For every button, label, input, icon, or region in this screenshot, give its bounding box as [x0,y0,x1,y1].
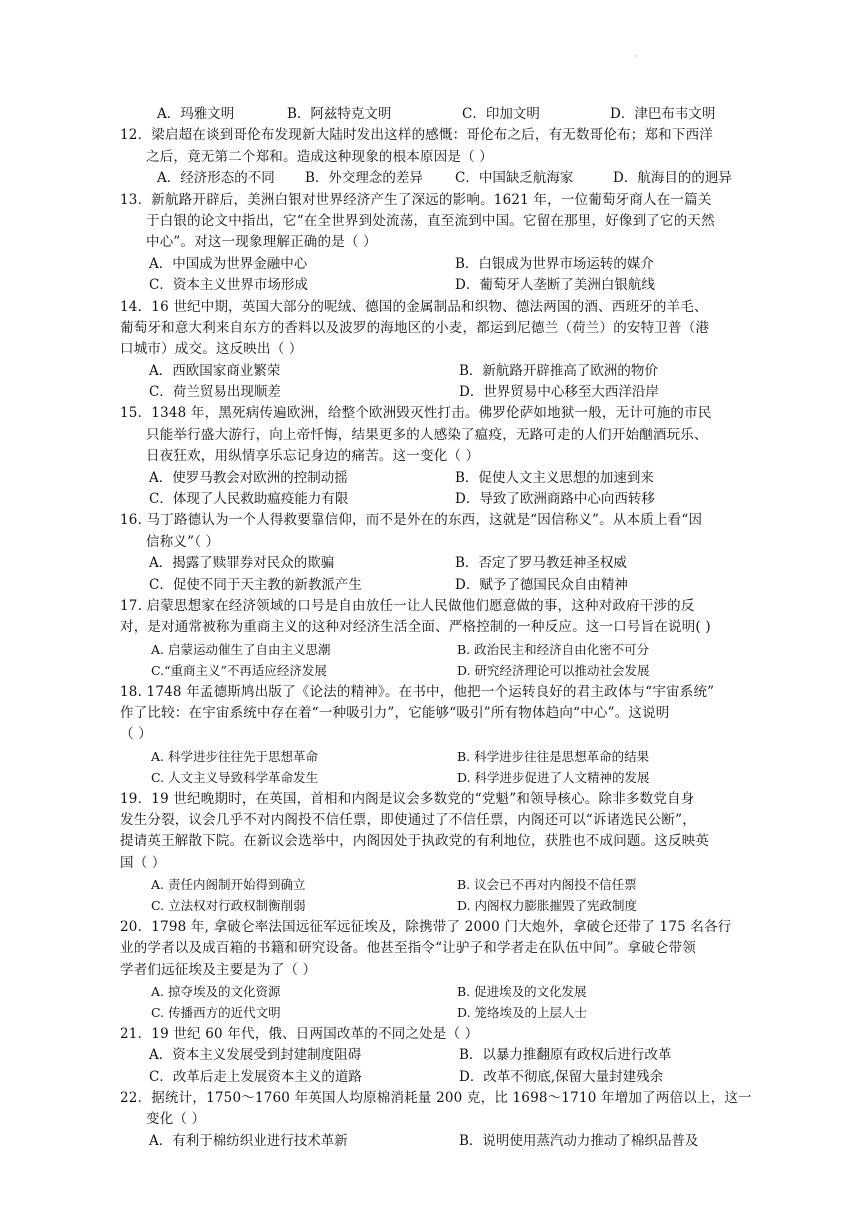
option-d[interactable]: D．航海目的的迥异 [613,170,732,187]
option-a[interactable]: A．玛雅文明 [157,106,235,122]
option-c[interactable]: C. 传播西方的近代文明 [151,1005,281,1021]
q19-stem-line-1: 19．19 世纪晚期时，在英国，首相和内阁是议会多数党的“党魁”和领导核心。除非多数党自身 [120,790,695,807]
q14-stem-line-3: 口城市）成交。这反映出（ ） [120,341,303,358]
option-d[interactable]: D．赋予了德国民众自由精神 [455,576,628,593]
q20-stem-line-3: 学者们远征埃及主要是为了（ ） [120,961,317,978]
q20-stem-line-1: 20．1798 年, 拿破仑率法国远征军远征埃及，除携带了 2000 门大炮外，拿破仑还带了 175 名各行 [120,918,732,935]
q16-options-row-1 [131,553,781,574]
q16-stem-line-2: 信称义”（ ） [146,533,220,550]
q13-stem-line-3: 中心”。对这一现象理解正确的是（ ） [146,234,377,251]
q19-stem-line-2: 发生分裂，议会几乎不对内阁投不信任票，即使通过了不信任票，内阁还可以“诉诸选民公断”， [120,811,696,828]
q21-options-row-2 [131,1067,781,1088]
option-c[interactable]: C．中国缺乏航海家 [455,170,574,187]
q17-stem-line-1: 17. 启蒙思想家在经济领域的口号是自由放任一让人民做他们愿意做的事，这种对政府干涉的反 [120,597,695,614]
q17-options-row-2 [131,660,781,681]
q21-stem-line-1: 21．19 世纪 60 年代，俄、日两国改革的不同之处是（ ） [120,1025,479,1042]
q19-options-row-1 [131,874,781,895]
option-a[interactable]: A．经济形态的不同 [157,170,275,187]
option-c[interactable]: C. 人文主义导致科学革命发生 [151,770,319,786]
option-b[interactable]: B．否定了罗马教廷神圣权威 [455,555,627,572]
q11-options [131,104,781,125]
q12-options [131,168,781,189]
q21-options-row-1 [131,1045,781,1066]
q13-stem-line-2: 于白银的论文中指出，它“在全世界到处流荡，直至流到中国。它留在那里，好像到了它的天然 [146,212,715,229]
option-b[interactable]: B. 议会已不再对内阁投不信任票 [457,877,637,893]
option-a[interactable]: A. 启蒙运动催生了自由主义思潮 [151,641,331,657]
q13-options-row-2 [131,275,781,296]
option-d[interactable]: D．导致了欧洲商路中心向西转移 [455,491,655,508]
option-a[interactable]: A．中国成为世界金融中心 [149,255,308,272]
q22-stem-line-2: 变化（ ） [146,1111,206,1128]
q16-options-row-2 [131,575,781,596]
question-list [120,104,781,1152]
q13-options-row-1 [131,254,781,275]
option-d[interactable]: D．葡萄牙人垄断了美洲白银航线 [455,277,655,294]
option-c[interactable]: C．印加文明 [462,106,540,122]
option-b[interactable]: B．阿兹特克文明 [287,106,392,122]
q16-stem-line-1: 16. 马丁路德认为一个人得救要靠信仰，而不是外在的东西，这就是“因信称义”。从本质上看“因 [120,512,703,529]
q15-stem-line-3: 日夜狂欢，用纵情享乐忘记身边的痛苦。这一变化（ ） [146,448,480,465]
option-c[interactable]: C．体现了人民救助瘟疫能力有限 [149,491,349,508]
q15-options-row-2 [131,489,781,510]
q18-options-row-2 [131,767,781,788]
q12-stem-line-1: 12．梁启超在谈到哥伦布发现新大陆时发出这样的感慨：哥伦布之后，有无数哥伦布；郑和下西洋 [120,127,713,144]
option-b[interactable]: B．以暴力推翻原有政权后进行改革 [459,1047,672,1064]
option-c[interactable]: C．荷兰贸易出现顺差 [149,384,281,401]
option-a[interactable]: A. 科学进步往往先于思想革命 [151,748,318,764]
q14-stem-line-2: 葡萄牙和意大利来自东方的香料以及波罗的海地区的小麦，都运到尼德兰（荷兰）的安特卫普（港 [120,319,710,336]
q14-stem-line-1: 14．16 世纪中期，英国大部分的呢绒、德国的金属制品和织物、德法两国的酒、西班牙的羊毛、 [120,298,708,315]
q17-stem-line-2: 对，是对通常被称为重商主义的这种对经济生活全面、严格控制的一种反应。这一口号旨在说明( ) [120,619,711,636]
option-a[interactable]: A．资本主义发展受到封建制度阻碍 [149,1047,362,1064]
option-c[interactable]: C. 立法权对行政权制衡削弱 [151,898,306,914]
option-d[interactable]: D. 笼络埃及的上层人士 [457,1005,588,1021]
option-b[interactable]: B．新航路开辟推高了欧洲的物价 [459,362,658,379]
option-d[interactable]: D. 科学进步促进了人文精神的发展 [457,770,650,786]
q14-options-row-1 [131,361,781,382]
option-a[interactable]: A．使罗马教会对欧洲的控制动摇 [149,469,348,486]
q18-stem-line-1: 18. 1748 年孟德斯鸠出版了《论法的精神》。在书中，他把一个运转良好的君主政体与“宇宙系统” [120,683,715,700]
option-b[interactable]: B. 政治民主和经济自由化密不可分 [457,641,650,657]
option-b[interactable]: B．说明使用蒸汽动力推动了棉织品普及 [459,1132,699,1149]
q19-options-row-2 [131,895,781,916]
q14-options-row-2 [131,382,781,403]
option-b[interactable]: B. 科学进步往往是思想革命的结果 [457,748,650,764]
q17-options-row-1 [131,639,781,660]
q22-options-row-1 [131,1131,781,1152]
q18-stem-line-3: （ ） [120,726,152,743]
option-b[interactable]: B．促使人文主义思想的加速到来 [455,469,654,486]
option-b[interactable]: B. 促进埃及的文化发展 [457,984,587,1000]
option-a[interactable]: A．揭露了赎罪券对民众的欺骗 [149,555,335,572]
q18-stem-line-2: 作了比较：在宇宙系统中存在着“一种吸引力”，它能够“吸引”所有物体趋向“中心”。这说明 [120,704,670,721]
option-c[interactable]: C．资本主义世界市场形成 [149,277,308,294]
q15-stem-line-1: 15．1348 年，黑死病传遍欧洲，给整个欧洲毁灭性打击。佛罗伦萨如地狱一般，无计可施的市民 [120,405,712,422]
option-b[interactable]: B．外交理念的差异 [305,170,423,187]
option-d[interactable]: D. 内阁权力膨胀摧毁了宪政制度 [457,898,638,914]
q15-options-row-1 [131,468,781,489]
option-d[interactable]: D. 研究经济理论可以推动社会发展 [457,663,650,679]
option-a[interactable]: A．西欧国家商业繁荣 [149,362,281,379]
option-c[interactable]: C.“重商主义”不再适应经济发展 [151,663,327,679]
q20-options-row-2 [131,1002,781,1023]
q15-stem-line-2: 只能举行盛大游行，向上帝忏悔，结果更多的人感染了瘟疫，无路可走的人们开始酗酒玩乐、 [146,426,708,443]
option-c[interactable]: C．促使不同于天主教的新教派产生 [149,576,362,593]
q19-stem-line-4: 国（ ） [120,854,166,871]
q20-stem-line-2: 业的学者以及成百箱的书籍和研究设备。他甚至指令“让驴子和学者走在队伍中间”。拿破仑带领 [120,940,696,957]
option-c[interactable]: C．改革后走上发展资本主义的道路 [149,1068,362,1085]
q12-stem-line-2: 之后，竟无第二个郑和。造成这种现象的根本原因是（ ） [146,148,493,165]
q22-stem-line-1: 22．据统计，1750～1760 年英国人均原棉消耗量 200 克，比 1698～1710 年增加了两倍以上，这一 [120,1089,752,1106]
option-a[interactable]: A．有利于棉纺织业进行技术革新 [149,1132,348,1149]
option-b[interactable]: B．白银成为世界市场运转的媒介 [455,255,654,272]
q20-options-row-1 [131,981,781,1002]
option-d[interactable]: D．世界贸易中心移至大西洋沿岸 [459,384,659,401]
option-a[interactable]: A. 掠夺埃及的文化资源 [151,984,281,1000]
q19-stem-line-3: 提请英王解散下院。在新议会选举中，内阁因处于执政党的有利地位，获胜也不成问题。这反映英 [120,833,710,850]
page-mark: · [635,52,638,61]
option-a[interactable]: A. 责任内阁制开始得到确立 [151,877,306,893]
option-d[interactable]: D．津巴布韦文明 [610,106,716,122]
q13-stem-line-1: 13．新航路开辟后，美洲白银对世界经济产生了深远的影响。1621 年，一位葡萄牙商人在一篇关 [120,191,712,208]
option-d[interactable]: D．改革不彻底,保留大量封建残余 [459,1068,664,1085]
q18-options-row-1 [131,746,781,767]
